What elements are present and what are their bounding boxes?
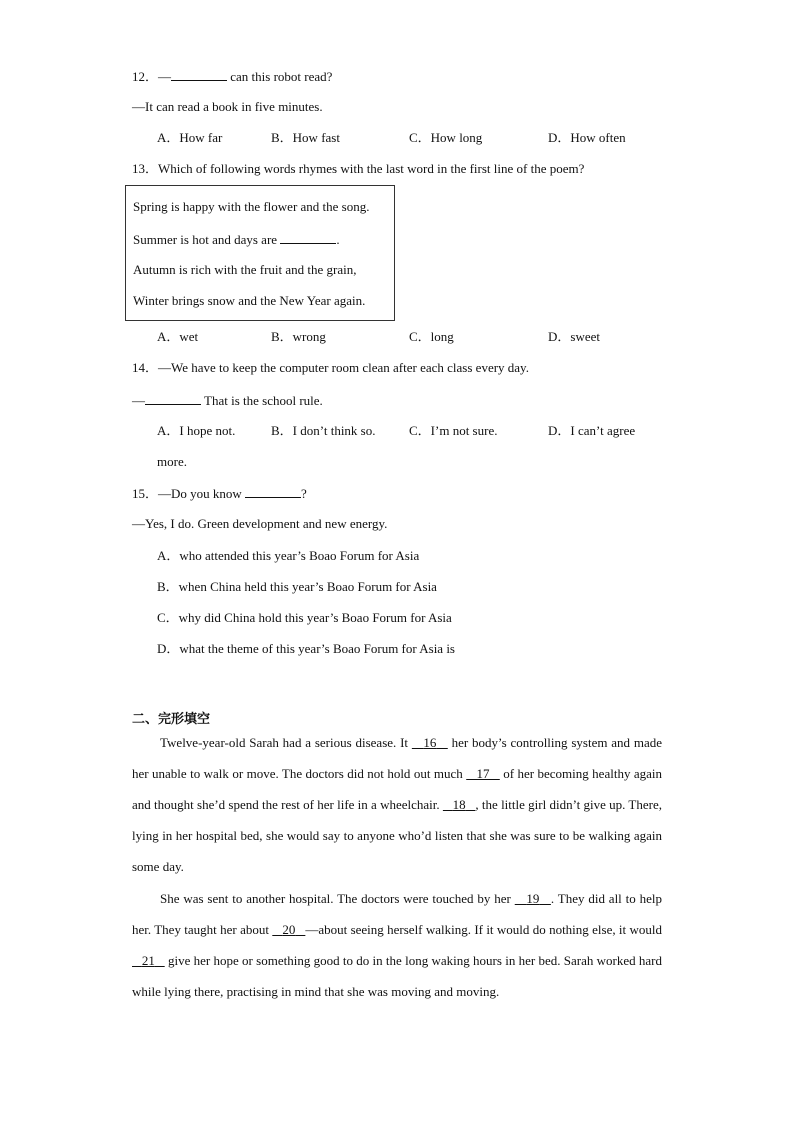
q14-reply-suffix: That is the school rule. xyxy=(201,393,323,408)
q13-stem: 13．Which of following words rhymes with the last word in the first line of the poem? xyxy=(132,161,585,176)
cloze-blank-21 xyxy=(132,953,165,968)
q14-option-a: A．I hope not. xyxy=(157,423,236,438)
q15-answer: —Yes, I do. Green development and new energy. xyxy=(132,516,388,531)
q14-option-d-continued: more. xyxy=(157,454,187,469)
p1-text-2: her body’s controlling system and made her unable to walk or move. The doctors did not hold out much xyxy=(132,735,663,781)
poem-line-1: Spring is happy with the flower and the song. xyxy=(133,199,370,214)
p2-text-4: give her hope or something good to do in the long waking hours in her bed. Sarah worked hard while lying there, practising in mind that she was moving and moving. xyxy=(132,953,663,999)
q15-suffix: ? xyxy=(301,486,307,501)
q13-option-a: A．wet xyxy=(157,329,199,344)
q14-option-c: C．I’m not sure. xyxy=(409,423,498,438)
p2-text-2: . They did all to help her. They taught her about xyxy=(132,891,663,937)
poem-line-3: Autumn is rich with the fruit and the grain, xyxy=(133,262,357,277)
q15-prefix: 15．—Do you know xyxy=(132,486,246,501)
q13-option-c: C．long xyxy=(409,329,454,344)
section-title: 二、完形填空 xyxy=(132,712,211,727)
poem-line-2-prefix: Summer is hot and days are xyxy=(133,232,281,247)
q14-option-b: B．I don’t think so. xyxy=(271,423,376,438)
q12-answer: —It can read a book in five minutes. xyxy=(132,99,323,114)
poem-box xyxy=(125,185,395,321)
p1-text-3: of her becoming healthy again and thought she’d spend the rest of her life in a wheelchair. xyxy=(132,766,663,812)
q15-blank xyxy=(245,485,301,498)
q14-reply xyxy=(132,392,323,409)
cloze-number-19: 19 xyxy=(526,891,540,906)
q14-blank xyxy=(145,392,201,405)
q12-option-b: B．How fast xyxy=(271,130,340,145)
q14-stem: 14．—We have to keep the computer room clean after each class every day. xyxy=(132,360,529,375)
q12-option-c: C．How long xyxy=(409,130,483,145)
q12-option-d: D．How often xyxy=(548,130,626,145)
poem-line-2-suffix: . xyxy=(336,232,340,247)
q14-option-d: D．I can’t agree xyxy=(548,423,636,438)
cloze-paragraph-1 xyxy=(132,727,662,882)
q15-option-a: A．who attended this year’s Boao Forum for Asia xyxy=(157,548,420,563)
cloze-blank-18 xyxy=(443,797,476,812)
p1-text-1: Twelve-year-old Sarah had a serious disease. It xyxy=(160,735,412,750)
cloze-blank-16 xyxy=(412,735,448,750)
cloze-paragraph-2 xyxy=(132,883,662,1007)
poem-line-4: Winter brings snow and the New Year again. xyxy=(133,293,366,308)
q12-blank xyxy=(171,68,227,81)
q15-option-c: C．why did China hold this year’s Boao Forum for Asia xyxy=(157,610,452,625)
cloze-blank-17 xyxy=(466,766,500,781)
q15-option-b: B．when China held this year’s Boao Forum for Asia xyxy=(157,579,437,594)
q15-stem xyxy=(132,485,307,502)
cloze-number-21: 21 xyxy=(141,953,155,968)
p1-text-4: , the little girl didn’t give up. There, lying in her hospital bed, she would say to anyone who’d listen that she was sure to be walking again some day. xyxy=(132,797,662,874)
p2-text-3: —about seeing herself walking. If it would do nothing else, it would xyxy=(305,922,663,937)
cloze-number-16: 16 xyxy=(423,735,437,750)
q12-suffix: can this robot read? xyxy=(227,69,333,84)
cloze-number-20: 20 xyxy=(282,922,296,937)
q15-option-d: D．what the theme of this year’s Boao Forum for Asia is xyxy=(157,641,455,656)
p2-text-1: She was sent to another hospital. The doctors were touched by her xyxy=(160,891,515,906)
cloze-blank-20 xyxy=(272,922,305,937)
q12-prefix: 12．— xyxy=(132,69,172,84)
poem-blank xyxy=(280,231,336,244)
q13-option-d: D．sweet xyxy=(548,329,600,344)
q13-option-b: B．wrong xyxy=(271,329,326,344)
cloze-number-17: 17 xyxy=(476,766,490,781)
q12-stem xyxy=(132,68,332,85)
poem-line-2 xyxy=(133,231,340,248)
cloze-blank-19 xyxy=(515,891,551,906)
q12-option-a: A．How far xyxy=(157,130,223,145)
cloze-number-18: 18 xyxy=(452,797,466,812)
q14-dash: — xyxy=(132,393,145,408)
